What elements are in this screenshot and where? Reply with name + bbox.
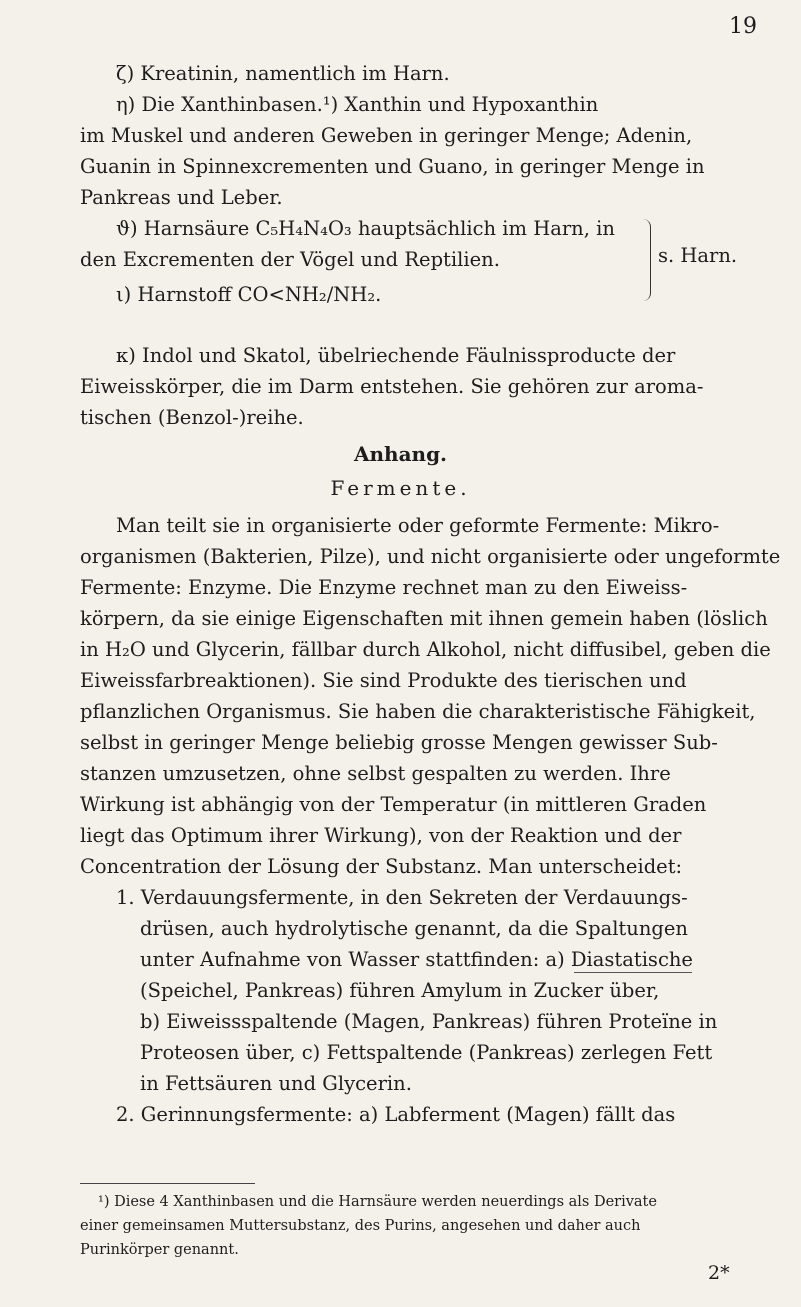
page-number: 19 [729, 14, 757, 39]
text-line: in H₂O und Glycerin, fällbar durch Alkohol, nicht diffusibel, geben die [80, 638, 771, 661]
text-line: ι) Harnstoff CO<NH₂/NH₂. [116, 283, 382, 306]
item-theta [80, 213, 640, 275]
text-line: einer gemeinsamen Muttersubstanz, des Purins, angesehen und daher auch [80, 1218, 641, 1234]
item-eta [80, 89, 748, 213]
signature-mark: 2* [708, 1262, 730, 1284]
text-line: Pankreas und Leber. [80, 186, 283, 209]
text-line: b) Eiweissspaltende (Magen, Pankreas) führen Proteïne in [140, 1010, 718, 1033]
text-line: selbst in geringer Menge beliebig grosse Mengen gewisser Sub- [80, 731, 718, 754]
body-paragraph [80, 510, 781, 882]
text-line: Concentration der Lösung der Substanz. Man unterscheidet: [80, 855, 683, 878]
text-line: Purinkörper genannt. [80, 1242, 239, 1258]
text-line: stanzen umzusetzen, ohne selbst gespalten zu werden. Ihre [80, 762, 671, 785]
list-item: 2. Gerinnungsfermente: a) Labferment (Magen) fällt das [116, 1103, 676, 1126]
handwritten-underline [574, 972, 692, 973]
appendix-subheading: Fermente. [330, 476, 471, 500]
footnote-rule [80, 1183, 255, 1184]
text-line: η) Die Xanthinbasen.¹) Xanthin und Hypoxanthin [116, 93, 599, 116]
text-line: pflanzlichen Organismus. Sie haben die charakteristische Fähigkeit, [80, 700, 756, 723]
text-line: Wirkung ist abhängig von der Temperatur (in mittleren Graden [80, 793, 707, 816]
text-line: Fermente: Enzyme. Die Enzyme rechnet man zu den Eiweiss- [80, 576, 688, 599]
item-kappa [80, 340, 748, 433]
text-line: unter Aufnahme von Wasser stattfinden: a) Diastatische [140, 948, 693, 971]
text-line: Eiweissfarbreaktionen). Sie sind Produkte des tierischen und [80, 669, 687, 692]
text-line: in Fettsäuren und Glycerin. [140, 1072, 412, 1095]
item-iota [80, 279, 640, 310]
text-line: drüsen, auch hydrolytische genannt, da die Spaltungen [140, 917, 688, 940]
appendix-heading: Anhang. [353, 442, 448, 466]
text-line: liegt das Optimum ihrer Wirkung), von der Reaktion und der [80, 824, 682, 847]
text-line: organismen (Bakterien, Pilze), und nicht organisierte oder ungeformte [80, 545, 781, 568]
text-line: ζ) Kreatinin, namentlich im Harn. [116, 62, 450, 85]
text-line: tischen (Benzol-)reihe. [80, 406, 304, 429]
text-line: Guanin in Spinnexcrementen und Guano, in geringer Menge in [80, 155, 705, 178]
footnote [80, 1190, 748, 1262]
brace-label: s. Harn. [658, 244, 738, 267]
item-zeta [80, 58, 748, 89]
text-line: Eiweisskörper, die im Darm entstehen. Sie gehören zur aroma- [80, 375, 704, 398]
text-line: ¹) Diese 4 Xanthinbasen und die Harnsäure werden neuerdings als Derivate [98, 1194, 657, 1210]
ferment-list [104, 882, 718, 1130]
text-line: ϑ) Harnsäure C₅H₄N₄O₃ hauptsächlich im Harn, in [116, 217, 615, 240]
brace [636, 219, 651, 301]
text-line: im Muskel und anderen Geweben in geringer Menge; Adenin, [80, 124, 693, 147]
text-line: (Speichel, Pankreas) führen Amylum in Zucker über, [140, 979, 660, 1002]
text-line: Man teilt sie in organisierte oder geformte Fermente: Mikro- [116, 514, 720, 537]
text-line: körpern, da sie einige Eigenschaften mit ihnen gemein haben (löslich [80, 607, 768, 630]
text-line: den Excrementen der Vögel und Reptilien. [80, 248, 500, 271]
text-line: Proteosen über, c) Fettspaltende (Pankreas) zerlegen Fett [140, 1041, 713, 1064]
text-line: κ) Indol und Skatol, übelriechende Fäulnissproducte der [116, 344, 676, 367]
list-item: 1. Verdauungsfermente, in den Sekreten der Verdauungs- [116, 886, 688, 909]
